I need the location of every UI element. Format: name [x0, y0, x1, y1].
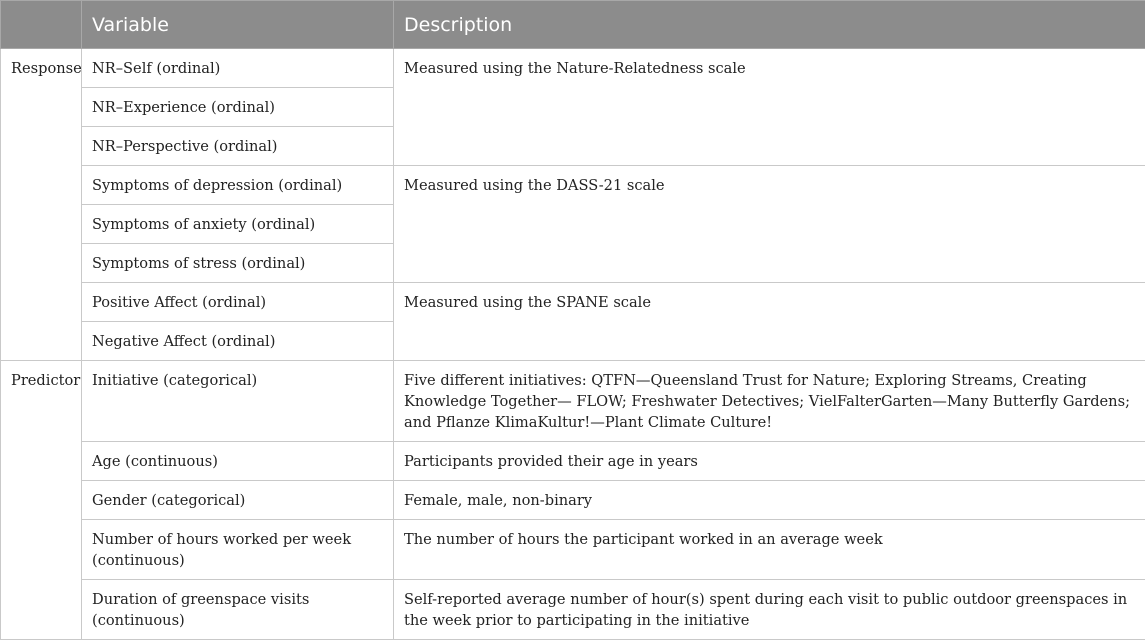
table-row — [1, 166, 1145, 205]
description-cell: Measured using the DASS-21 scale — [394, 166, 1145, 283]
variable-cell: Gender (categorical) — [82, 481, 394, 520]
variable-cell: Symptoms of anxiety (ordinal) — [82, 205, 394, 244]
description-cell: Five different initiatives: QTFN—Queensland Trust for Nature; Exploring Streams, Creating Knowledge Together— FLOW; Freshwater Detectives; VielFalterGarten—Many Butterfly Gardens; and Pflanze KlimaKultur!—Plant Climate Culture! — [394, 361, 1145, 442]
variable-cell: Symptoms of stress (ordinal) — [82, 244, 394, 283]
table-row — [1, 283, 1145, 322]
group-label-response: Response — [1, 49, 82, 361]
header-variable: Variable — [82, 1, 394, 49]
description-cell: Measured using the SPANE scale — [394, 283, 1145, 361]
variable-cell: NR–Self (ordinal) — [82, 49, 394, 88]
header-description: Description — [394, 1, 1145, 49]
variable-cell: Initiative (categorical) — [82, 361, 394, 442]
variable-cell: Positive Affect (ordinal) — [82, 283, 394, 322]
header-group — [1, 1, 82, 49]
variable-cell: NR–Experience (ordinal) — [82, 88, 394, 127]
header-row — [1, 1, 1145, 49]
table-row — [1, 442, 1145, 481]
variable-cell: Negative Affect (ordinal) — [82, 322, 394, 361]
variable-cell: NR–Perspective (ordinal) — [82, 127, 394, 166]
table-row — [1, 520, 1145, 580]
variable-cell: Duration of greenspace visits (continuous) — [82, 580, 394, 640]
table-row — [1, 49, 1145, 88]
variable-cell: Age (continuous) — [82, 442, 394, 481]
group-label-predictor: Predictor — [1, 361, 82, 640]
description-cell: Self-reported average number of hour(s) spent during each visit to public outdoor greenspaces in the week prior to participating in the initiative — [394, 580, 1145, 640]
description-cell: Measured using the Nature-Relatedness scale — [394, 49, 1145, 166]
variable-cell: Number of hours worked per week (continuous) — [82, 520, 394, 580]
description-cell: The number of hours the participant worked in an average week — [394, 520, 1145, 580]
table-row — [1, 481, 1145, 520]
description-cell: Participants provided their age in years — [394, 442, 1145, 481]
description-cell: Female, male, non-binary — [394, 481, 1145, 520]
variable-cell: Symptoms of depression (ordinal) — [82, 166, 394, 205]
table-row — [1, 361, 1145, 442]
